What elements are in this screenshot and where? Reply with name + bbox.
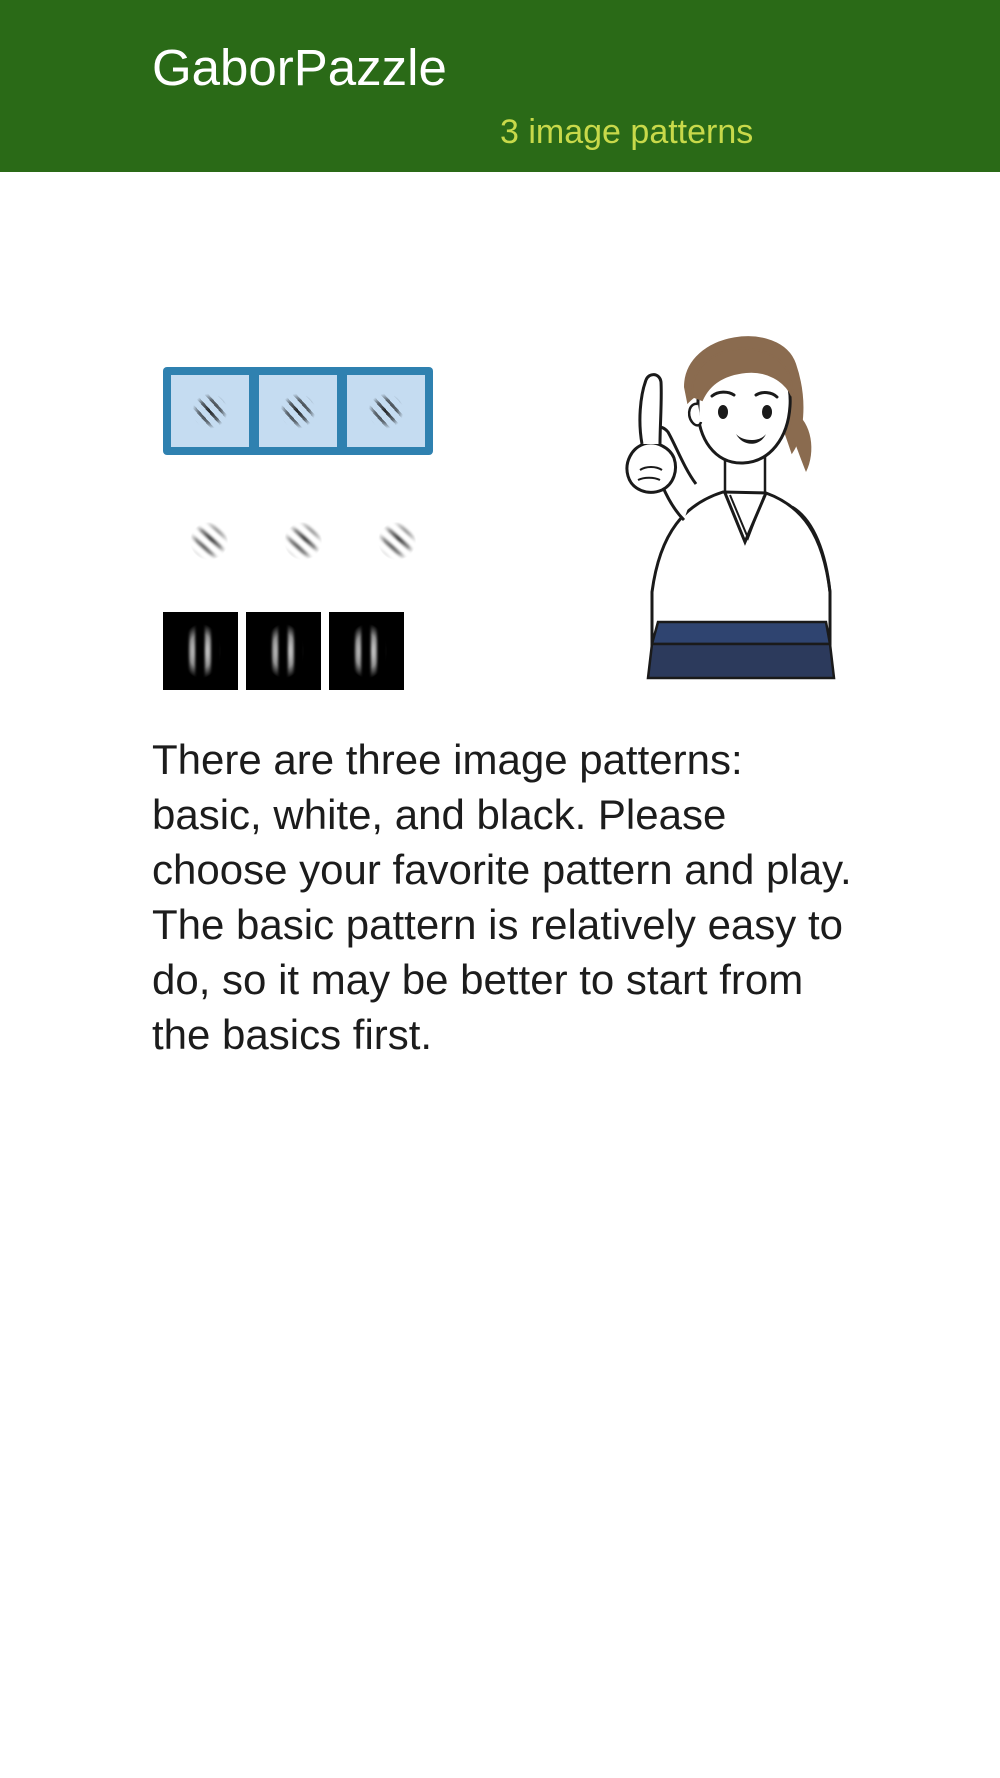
gabor-tile-basic[interactable]: [167, 371, 253, 451]
page-title: GaborPazzle: [152, 39, 447, 96]
gabor-patch-icon: [169, 371, 251, 451]
description-text: There are three image patterns: basic, white, and black. Please choose your favorite pattern and play. The basic pattern is relatively easy to do, so it may be better to start from the basics first.: [152, 736, 863, 1058]
app-header: [0, 0, 1000, 172]
gabor-tile-basic[interactable]: [343, 371, 429, 451]
gabor-tile-white[interactable]: [353, 497, 441, 585]
gabor-patch-icon: [345, 371, 427, 451]
pattern-row-black[interactable]: [163, 612, 404, 690]
gabor-patch-icon: [165, 497, 253, 585]
gabor-tile-black[interactable]: [163, 612, 238, 690]
gabor-patch-icon: [173, 618, 229, 684]
gabor-patch-icon: [353, 497, 441, 585]
page-subtitle: 3 image patterns: [500, 113, 754, 151]
gabor-patch-icon: [257, 371, 339, 451]
gabor-tile-white[interactable]: [259, 497, 347, 585]
pattern-row-basic[interactable]: [163, 367, 433, 455]
pattern-row-white[interactable]: [165, 497, 441, 585]
main-content: [0, 172, 1000, 1778]
gabor-tile-black[interactable]: [246, 612, 321, 690]
gabor-patch-icon: [256, 618, 312, 684]
woman-pointing-up-illustration: [580, 292, 880, 682]
gabor-patch-icon: [259, 497, 347, 585]
gabor-tile-black[interactable]: [329, 612, 404, 690]
gabor-patch-icon: [339, 618, 395, 684]
gabor-tile-white[interactable]: [165, 497, 253, 585]
gabor-tile-basic[interactable]: [255, 371, 341, 451]
